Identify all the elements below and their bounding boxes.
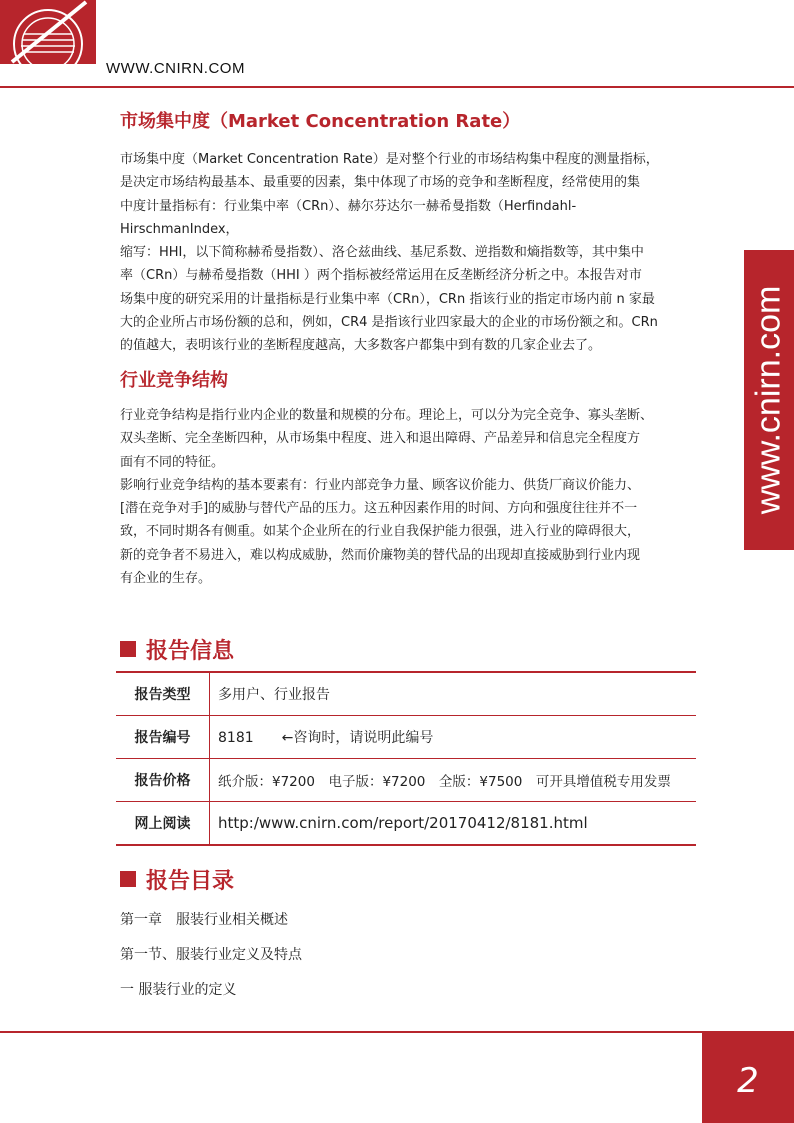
body-line: 致，不同时期各有侧重。如某个企业所在的行业自我保护能力很强，进入行业的障碍很大， xyxy=(120,524,641,540)
report-info-heading xyxy=(120,634,234,665)
table-row xyxy=(116,759,696,802)
info-value: 多用户、行业报告 xyxy=(210,672,697,716)
report-info-table xyxy=(116,671,696,846)
body-line: 的值越大，表明该行业的垄断程度越高，大多数客户都集中到有数的几家企业去了。 xyxy=(120,338,602,354)
body-line: 是决定市场结构最基本、最重要的因素，集中体现了市场的竞争和垄断程度，经常使用的集 xyxy=(120,175,641,191)
body-line: 缩写：HHI，以下简称赫希曼指数）、洛仑兹曲线、基尼系数、逆指数和熵指数等，其中集中 xyxy=(120,245,644,261)
body-line: 中度计量指标有：行业集中率（CRn）、赫尔芬达尔一赫希曼指数（Herfindahl-HirschmanIndex， xyxy=(120,198,577,237)
footer-divider xyxy=(0,1031,794,1033)
company-logo xyxy=(0,0,96,64)
section-title-market-concentration: 市场集中度（Market Concentration Rate） xyxy=(120,111,521,132)
square-bullet-icon xyxy=(120,871,136,887)
body-line: 场集中度的研究采用的计量指标是行业集中率（CRn），CRn 指该行业的指定市场内前 n 家最 xyxy=(120,291,655,307)
section-body-competition-structure xyxy=(120,404,680,590)
site-url[interactable]: WWW.CNIRN.COM xyxy=(106,60,245,77)
page-number-box xyxy=(702,1033,794,1123)
section-body-market-concentration xyxy=(120,148,680,358)
page-number: 2 xyxy=(737,1061,759,1101)
body-line: 有企业的生存。 xyxy=(120,571,212,587)
info-key: 报告类型 xyxy=(116,672,210,716)
body-line: 双头垄断、完全垄断四种，从市场集中程度、进入和退出障碍、产品差异和信息完全程度方 xyxy=(120,431,641,447)
toc-item[interactable]: 第一章 服装行业相关概述 xyxy=(120,912,288,928)
info-value: 纸介版：¥7200 电子版：¥7200 全版：¥7500 可开具增值税专用发票 xyxy=(210,759,697,802)
info-key: 报告价格 xyxy=(116,759,210,802)
square-bullet-icon xyxy=(120,641,136,657)
side-brand-band xyxy=(744,250,794,550)
toc-title: 报告目录 xyxy=(146,869,235,894)
body-line: 率（CRn）与赫希曼指数（HHI ）两个指标被经常运用在反垄断经济分析之中。本报告对市 xyxy=(120,268,642,284)
header-divider xyxy=(0,86,794,88)
report-url-link[interactable]: http:/www.cnirn.com/report/20170412/8181.html xyxy=(210,802,697,846)
info-value: 8181 ←咨询时，请说明此编号 xyxy=(210,716,697,759)
toc-item[interactable]: 第一节、服装行业定义及特点 xyxy=(120,947,302,963)
body-line: 行业竞争结构是指行业内企业的数量和规模的分布。理论上，可以分为完全竞争、寡头垄断、 xyxy=(120,408,654,423)
section-title-competition-structure: 行业竞争结构 xyxy=(120,370,228,391)
table-row xyxy=(116,716,696,759)
table-row xyxy=(116,802,696,846)
body-line: 市场集中度（Market Concentration Rate）是对整个行业的市场结构集中程度的测量指标， xyxy=(120,152,659,167)
info-key: 报告编号 xyxy=(116,716,210,759)
report-info-title: 报告信息 xyxy=(146,639,235,664)
toc-heading xyxy=(120,864,234,895)
body-line: [潜在竞争对手]的威胁与替代产品的压力。这五种因素作用的时间、方向和强度往往并不一 xyxy=(120,501,638,517)
body-line: 新的竞争者不易进入，难以构成威胁，然而价廉物美的替代品的出现却直接威胁到行业内现 xyxy=(120,547,641,563)
body-line: 面有不同的特征。 xyxy=(120,454,225,470)
side-brand-text: www.cnirn.com xyxy=(749,285,788,515)
info-key: 网上阅读 xyxy=(116,802,210,846)
toc-item[interactable]: 一 服装行业的定义 xyxy=(120,982,237,998)
body-line: 大的企业所占市场份额的总和，例如，CR4 是指该行业四家最大的企业的市场份额之和。CRn xyxy=(120,315,658,331)
body-line: 影响行业竞争结构的基本要素有：行业内部竞争力量、顾客议价能力、供货厂商议价能力、 xyxy=(120,477,641,493)
table-row xyxy=(116,672,696,716)
